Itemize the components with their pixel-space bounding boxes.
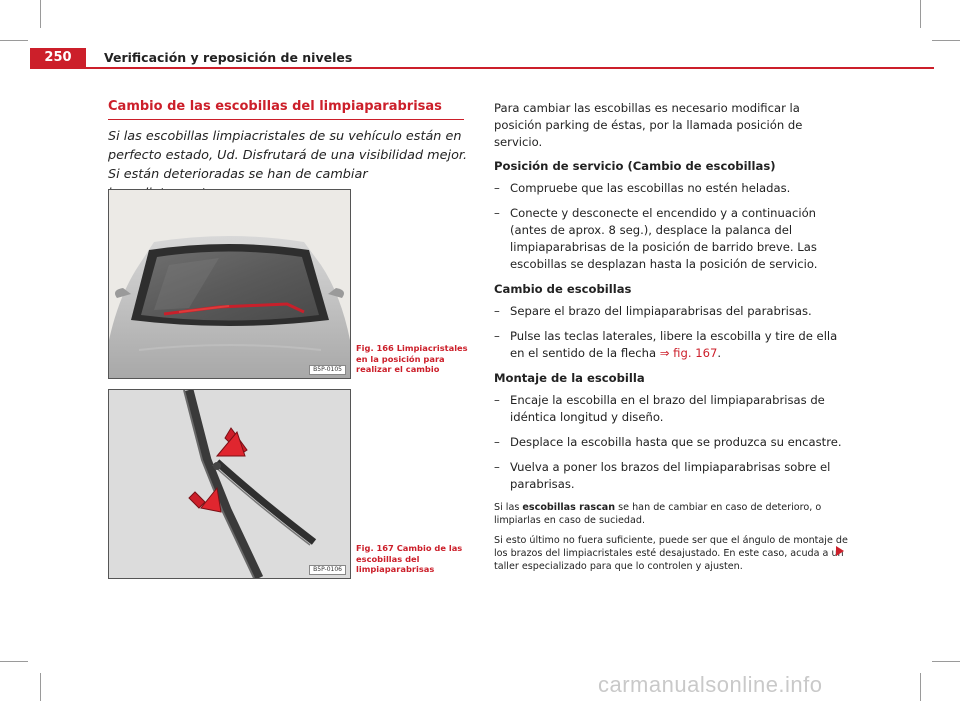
crop-mark: [40, 0, 41, 28]
subheading: Cambio de escobillas: [494, 282, 632, 296]
crop-mark: [0, 40, 28, 41]
list-item: – Desplace la escobilla hasta que se produzca su encastre.: [494, 435, 842, 449]
subheading: Montaje de la escobilla: [494, 371, 645, 385]
crop-mark: [40, 673, 41, 701]
figure-caption: Fig. 166 Limpiacristales en la posición para realizar el cambio: [356, 343, 468, 374]
crop-mark: [920, 0, 921, 28]
list-item: – Vuelva a poner los brazos del limpiaparabrisas sobre el parabrisas.: [494, 460, 831, 491]
figure-code: B5P-0106: [309, 565, 346, 575]
running-title: Verificación y reposición de niveles: [104, 50, 353, 65]
subheading: Posición de servicio (Cambio de escobillas): [494, 159, 776, 173]
list-item: – Compruebe que las escobillas no estén heladas.: [494, 181, 791, 195]
crop-mark: [932, 661, 960, 662]
section-rule: [108, 119, 464, 120]
car-front-illustration: [109, 190, 350, 378]
list-item: – Separe el brazo del limpiaparabrisas del parabrisas.: [494, 304, 812, 318]
watermark: carmanualsonline.info: [598, 672, 823, 697]
list-item: – Conecte y desconecte el encendido y a continuación (antes de aprox. 8 seg.), desplace la palanca del limpiaparabrisas de la posición de barrido breve. Las escobillas se desplazan hasta la posición de servicio.: [494, 206, 818, 271]
header-rule: [30, 67, 934, 69]
paragraph: Para cambiar las escobillas es necesario modificar la posición parking de éstas, por la llamada posición de servicio.: [494, 101, 803, 149]
crop-mark: [0, 661, 28, 662]
continue-arrow-icon: [836, 546, 844, 556]
section-title: Cambio de las escobillas del limpiaparabrisas: [108, 99, 442, 114]
figure-reference-link[interactable]: ⇒ fig. 167: [659, 346, 718, 360]
crop-mark: [932, 40, 960, 41]
section-intro: Si las escobillas limpiacristales de su vehículo están en perfecto estado, Ud. Disfrutará de una visibilidad mejor. Si están deterioradas se han de cambiar: [108, 129, 468, 182]
figure-166-wiper-service-position: [108, 189, 351, 379]
crop-mark: [920, 673, 921, 701]
figure-167-wiper-blade-change: [108, 389, 351, 579]
wiper-blade-illustration: [109, 390, 350, 578]
list-item: – Pulse las teclas laterales, libere la escobilla y tire de ella en el sentido de la flecha ⇒ fig. 167.: [494, 329, 838, 360]
figure-code: B5P-0105: [309, 365, 346, 375]
list-item: – Encaje la escobilla en el brazo del limpiaparabrisas de idéntica longitud y diseño.: [494, 393, 825, 424]
figure-caption: Fig. 167 Cambio de las escobillas del limpiaparabrisas: [356, 543, 463, 574]
note: Si las escobillas rascan se han de cambiar en caso de deterioro, o limpiarlas en caso de suciedad.: [494, 502, 822, 526]
body-text: [494, 100, 849, 580]
page-number: 250: [30, 48, 86, 68]
note: Si esto último no fuera suficiente, puede ser que el ángulo de montaje de los brazos del limpiacristales esté desajustado. En este caso, acuda a un taller especializado para que lo controlen y ajusten.: [494, 535, 848, 572]
